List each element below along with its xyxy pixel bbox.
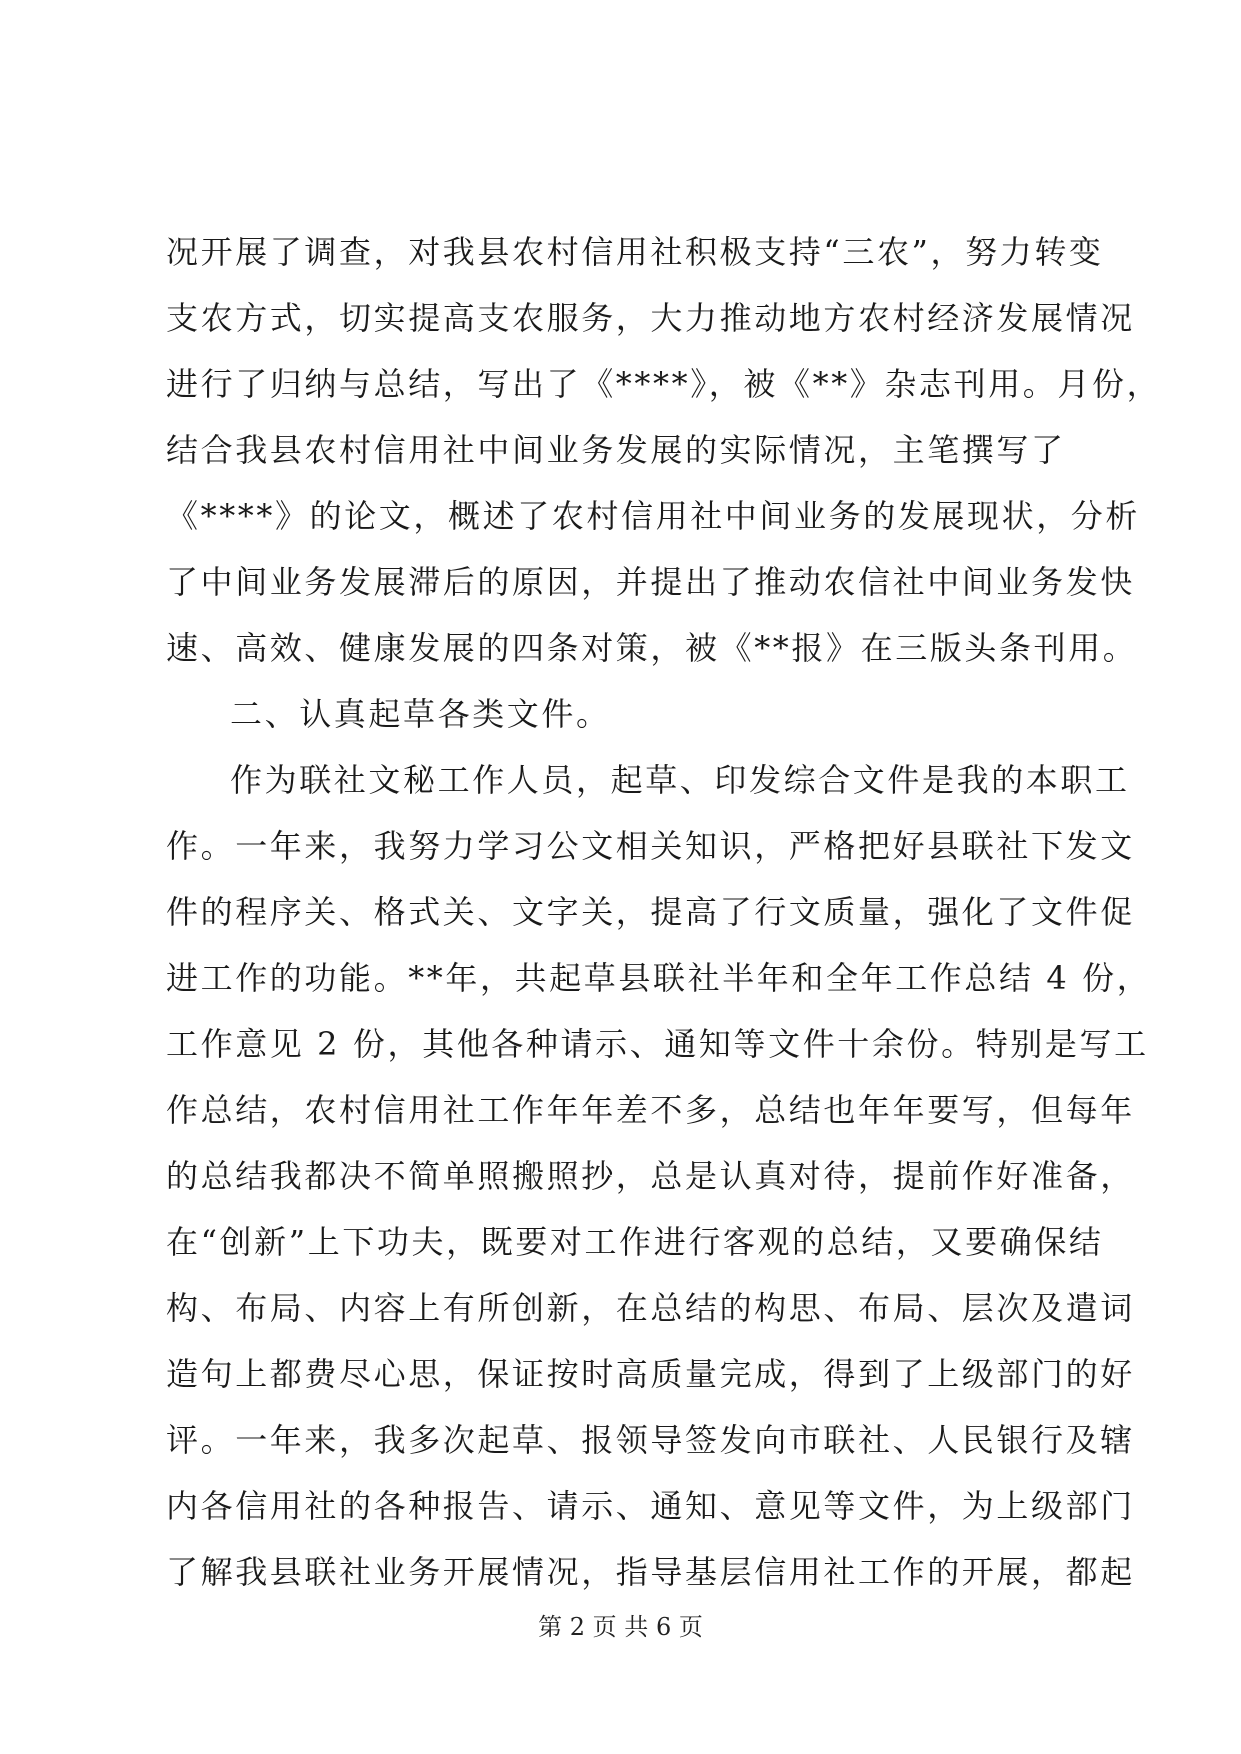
- text-line: 作。一年来，我努力学习公文相关知识，严格把好县联社下发文: [166, 827, 1135, 865]
- text-line: 工作意见 2 份，其他各种请示、通知等文件十余份。特别是写工: [166, 1025, 1149, 1063]
- text-line: 作总结，农村信用社工作年年差不多，总结也年年要写，但每年: [166, 1091, 1135, 1129]
- text-line: 内各信用社的各种报告、请示、通知、意见等文件，为上级部门: [166, 1487, 1135, 1525]
- text-line: 支农方式，切实提高支农服务，大力推动地方农村经济发展情况: [166, 299, 1135, 337]
- text-line: 况开展了调查，对我县农村信用社积极支持“三农”，努力转变: [166, 233, 1104, 271]
- text-line: 了中间业务发展滞后的原因，并提出了推动农信社中间业务发快: [166, 563, 1135, 601]
- text-line: 进行了归纳与总结，写出了《****》，被《**》杂志刊用。月份，: [166, 365, 1162, 403]
- text-line: 的总结我都决不简单照搬照抄，总是认真对待，提前作好准备，: [166, 1157, 1135, 1195]
- text-line: 进工作的功能。**年，共起草县联社半年和全年工作总结 4 份，: [166, 959, 1152, 997]
- text-line: 速、高效、健康发展的四条对策，被《**报》在三版头条刊用。: [166, 629, 1138, 667]
- section-heading: 二、认真起草各类文件。: [230, 695, 611, 733]
- text-line: 构、布局、内容上有所创新，在总结的构思、布局、层次及遣词: [166, 1289, 1135, 1327]
- page-footer: 第 2 页 共 6 页: [538, 1613, 703, 1641]
- text-line: 评。一年来，我多次起草、报领导签发向市联社、人民银行及辖: [166, 1421, 1135, 1459]
- text-line: 作为联社文秘工作人员，起草、印发综合文件是我的本职工: [230, 761, 1130, 799]
- text-line: 了解我县联社业务开展情况，指导基层信用社工作的开展，都起: [166, 1553, 1135, 1591]
- text-line: 件的程序关、格式关、文字关，提高了行文质量，强化了文件促: [166, 893, 1135, 931]
- text-line: 《****》的论文，概述了农村信用社中间业务的发展现状，分析: [166, 497, 1141, 535]
- text-line: 造句上都费尽心思，保证按时高质量完成，得到了上级部门的好: [166, 1355, 1135, 1393]
- text-line: 结合我县农村信用社中间业务发展的实际情况，主笔撰写了: [166, 431, 1066, 469]
- text-line: 在“创新”上下功夫，既要对工作进行客观的总结，又要确保结: [166, 1223, 1104, 1261]
